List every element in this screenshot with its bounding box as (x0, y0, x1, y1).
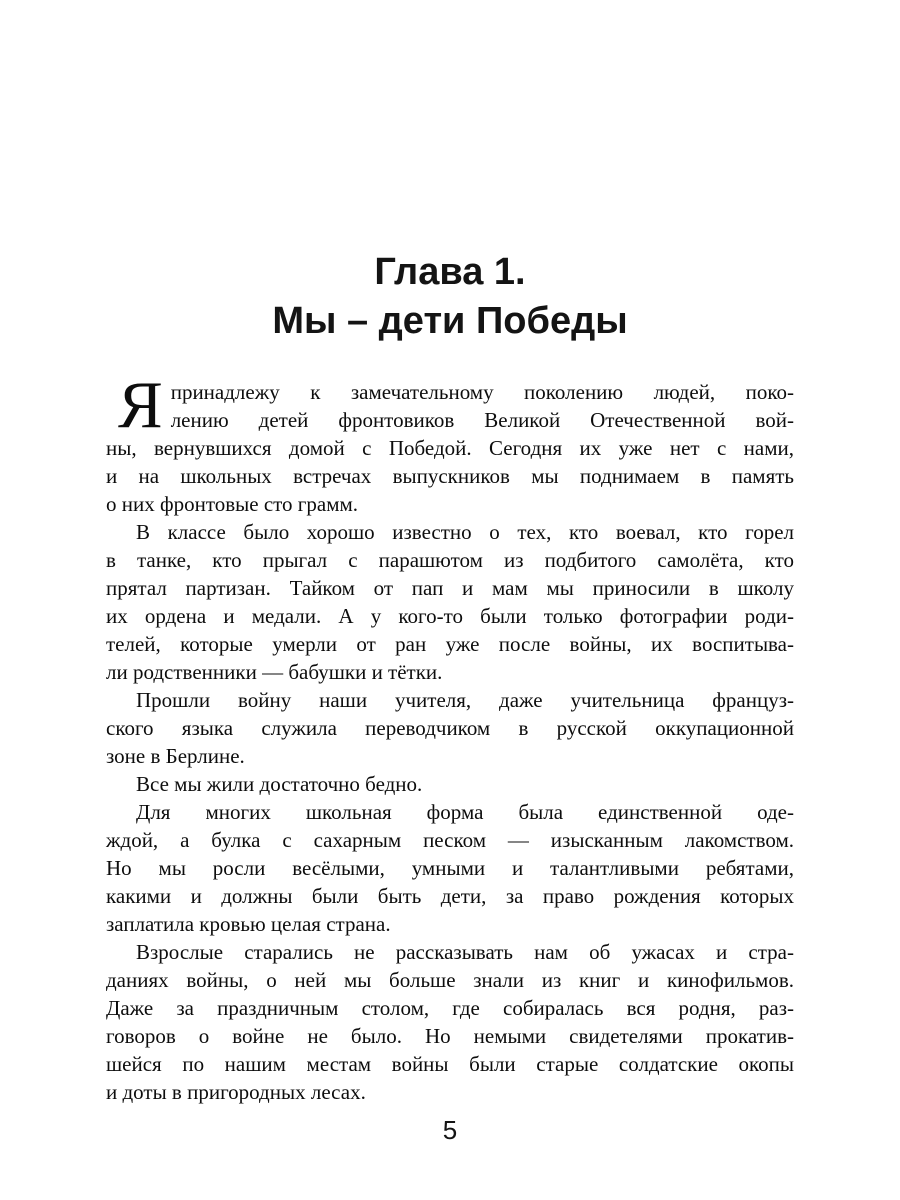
paragraph-4 (106, 770, 794, 798)
text-line: телей, которые умерли от ран уже после войны, их воспитыва- (106, 632, 794, 656)
text-line: В классе было хорошо известно о тех, кто воевал, кто горел (136, 520, 794, 544)
paragraph-2 (106, 518, 794, 686)
text-line: ждой, а булка с сахарным песком — изысканным лакомством. (106, 828, 794, 852)
text-line: и на школьных встречах выпускников мы поднимаем в память (106, 464, 794, 488)
text-line: ского языка служила переводчиком в русской оккупационной (106, 716, 794, 740)
chapter-body (106, 368, 794, 1106)
paragraph-3 (106, 686, 794, 770)
chapter-number: Глава 1. (374, 251, 526, 293)
text-line: о них фронтовые сто грамм. (106, 492, 359, 516)
text-line: заплатила кровью целая страна. (106, 912, 391, 936)
text-line: ли родственники — бабушки и тётки. (106, 660, 443, 684)
text-line: какими и должны были быть дети, за право рождения которых (106, 884, 794, 908)
text-line: Для многих школьная форма была единственной оде- (136, 800, 794, 824)
text-line: прятал партизан. Тайком от пап и мам мы приносили в школу (106, 576, 794, 600)
text-line: и доты в пригородных лесах. (106, 1080, 366, 1104)
text-line: шейся по нашим местам войны были старые солдатские окопы (106, 1052, 794, 1076)
text-line: принадлежу к замечательному поколению людей, поко- (170, 380, 794, 404)
text-line: в танке, кто прыгал с парашютом из подбитого самолёта, кто (106, 548, 794, 572)
text-line: их ордена и медали. А у кого-то были только фотографии роди- (106, 604, 794, 628)
text-line: Но мы росли весёлыми, умными и талантливыми ребятами, (106, 856, 794, 880)
text-line: Прошли войну наши учителя, даже учительница француз- (136, 688, 794, 712)
text-line: лению детей фронтовиков Великой Отечественной вой- (170, 408, 794, 432)
page-number: 5 (442, 1115, 458, 1145)
text-line: ны, вернувшихся домой с Победой. Сегодня их уже нет с нами, (106, 436, 794, 460)
paragraph-5 (106, 798, 794, 938)
chapter-heading (0, 0, 900, 346)
drop-cap: Я (118, 368, 163, 442)
text-line: зоне в Берлине. (106, 744, 245, 768)
text-line: даниях войны, о ней мы больше знали из книг и кинофильмов. (106, 968, 794, 992)
text-line: говоров о войне не было. Но немыми свидетелями прокатив- (106, 1024, 794, 1048)
text-line: Взрослые старались не рассказывать нам об ужасах и стра- (136, 940, 794, 964)
paragraph-6 (106, 938, 794, 1106)
chapter-title: Мы – дети Победы (272, 300, 628, 342)
text-line: Все мы жили достаточно бедно. (136, 772, 423, 796)
paragraph-1 (106, 368, 794, 518)
text-line: Даже за праздничным столом, где собиралась вся родня, раз- (106, 996, 794, 1020)
